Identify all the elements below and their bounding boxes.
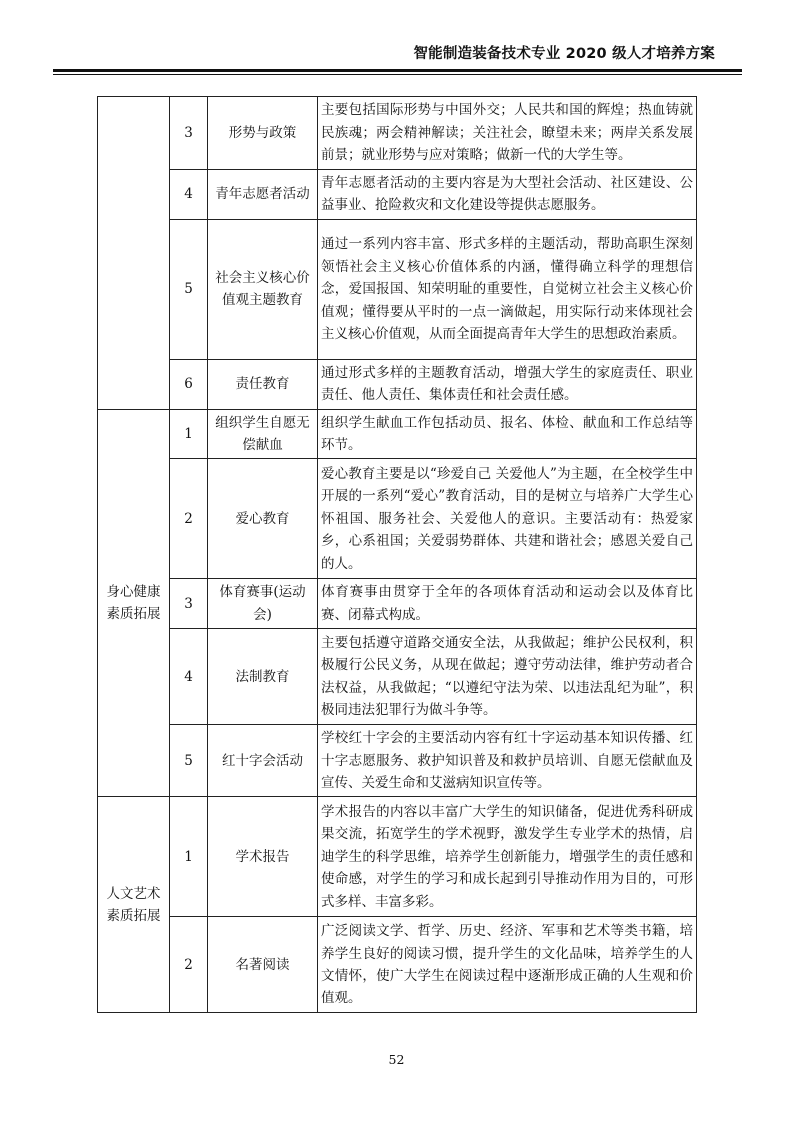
- item-number: 1: [170, 797, 208, 917]
- item-description: 通过一系列内容丰富、形式多样的主题活动，帮助高职生深刻领悟社会主义核心价值体系的内涵，懂得确立科学的理想信念，爱国报国、知荣明耻的重要性，自觉树立社会主义核心价值观；懂得要从平时的一点一滴做起，用实际行动来体现社会主义核心价值观，从而全面提高青年大学生的思想政治素质。: [318, 219, 697, 359]
- category-cell: 人文艺术素质拓展: [98, 797, 170, 1013]
- item-name: 责任教育: [208, 359, 318, 409]
- item-description: 体育赛事由贯穿于全年的各项体育活动和运动会以及体育比赛、闭幕式构成。: [318, 579, 697, 629]
- item-description: 组织学生献血工作包括动员、报名、体检、献血和工作总结等环节。: [318, 409, 697, 459]
- category-cell: [98, 97, 170, 410]
- item-number: 1: [170, 409, 208, 459]
- item-number: 3: [170, 579, 208, 629]
- item-description: 学校红十字会的主要活动内容有红十字运动基本知识传播、红十字志愿服务、救护知识普及和救护员培训、自愿无偿献血及宣传、关爱生命和艾滋病知识宣传等。: [318, 725, 697, 797]
- table-row: [98, 629, 697, 725]
- item-name: 社会主义核心价值观主题教育: [208, 219, 318, 359]
- item-number: 2: [170, 917, 208, 1013]
- table-row: [98, 219, 697, 359]
- item-name: 学术报告: [208, 797, 318, 917]
- item-description: 通过形式多样的主题教育活动，增强大学生的家庭责任、职业责任、他人责任、集体责任和社会责任感。: [318, 359, 697, 409]
- item-description: 青年志愿者活动的主要内容是为大型社会活动、社区建设、公益事业、抢险救灾和文化建设等提供志愿服务。: [318, 170, 697, 220]
- table-row: [98, 459, 697, 579]
- header-rule-thin: [53, 74, 742, 75]
- item-number: 3: [170, 97, 208, 170]
- item-number: 6: [170, 359, 208, 409]
- table-row: [98, 797, 697, 917]
- item-name: 爱心教育: [208, 459, 318, 579]
- header-rule-thick: [53, 69, 742, 72]
- item-number: 5: [170, 725, 208, 797]
- page-number: 52: [388, 1052, 405, 1067]
- item-number: 4: [170, 629, 208, 725]
- item-name: 名著阅读: [208, 917, 318, 1013]
- item-name: 体育赛事(运动会): [208, 579, 318, 629]
- item-number: 2: [170, 459, 208, 579]
- item-name: 组织学生自愿无偿献血: [208, 409, 318, 459]
- table-row: [98, 409, 697, 459]
- table-row: [98, 917, 697, 1013]
- item-name: 法制教育: [208, 629, 318, 725]
- item-name: 形势与政策: [208, 97, 318, 170]
- table-row: [98, 170, 697, 220]
- table-row: [98, 359, 697, 409]
- item-name: 红十字会活动: [208, 725, 318, 797]
- item-description: 主要包括遵守道路交通安全法，从我做起；维护公民权利，积极履行公民义务，从现在做起；遵守劳动法律，维护劳动者合法权益，从我做起；“以遵纪守法为荣、以违法乱纪为耻”，积极同违法犯罪行为做斗争等。: [318, 629, 697, 725]
- table-row: [98, 725, 697, 797]
- item-description: 广泛阅读文学、哲学、历史、经济、军事和艺术等类书籍，培养学生良好的阅读习惯，提升学生的文化品味，培养学生的人文情怀，使广大学生在阅读过程中逐渐形成正确的人生观和价值观。: [318, 917, 697, 1013]
- page-header-title: 智能制造装备技术专业 2020 级人才培养方案: [413, 46, 715, 62]
- item-description: 主要包括国际形势与中国外交；人民共和国的辉煌；热血铸就民族魂；两会精神解读；关注社会，瞭望未来；两岸关系发展前景；就业形势与应对策略；做新一代的大学生等。: [318, 97, 697, 170]
- category-cell: 身心健康素质拓展: [98, 409, 170, 797]
- activities-table: [97, 96, 697, 1013]
- item-description: 爱心教育主要是以“珍爱自己 关爱他人”为主题，在全校学生中开展的一系列“爱心”教育活动，目的是树立与培养广大学生心怀祖国、服务社会、关爱他人的意识。主要活动有：热爱家乡，心系祖国；关爱弱势群体、共建和谐社会；感恩关爱自己的人。: [318, 459, 697, 579]
- item-number: 5: [170, 219, 208, 359]
- table-row: [98, 97, 697, 170]
- item-description: 学术报告的内容以丰富广大学生的知识储备，促进优秀科研成果交流，拓宽学生的学术视野，激发学生专业学术的热情，启迪学生的科学思维，培养学生创新能力，增强学生的责任感和使命感，对学生的学习和成长起到引导推动作用为目的，可形式多样、丰富多彩。: [318, 797, 697, 917]
- table-row: [98, 579, 697, 629]
- item-number: 4: [170, 170, 208, 220]
- item-name: 青年志愿者活动: [208, 170, 318, 220]
